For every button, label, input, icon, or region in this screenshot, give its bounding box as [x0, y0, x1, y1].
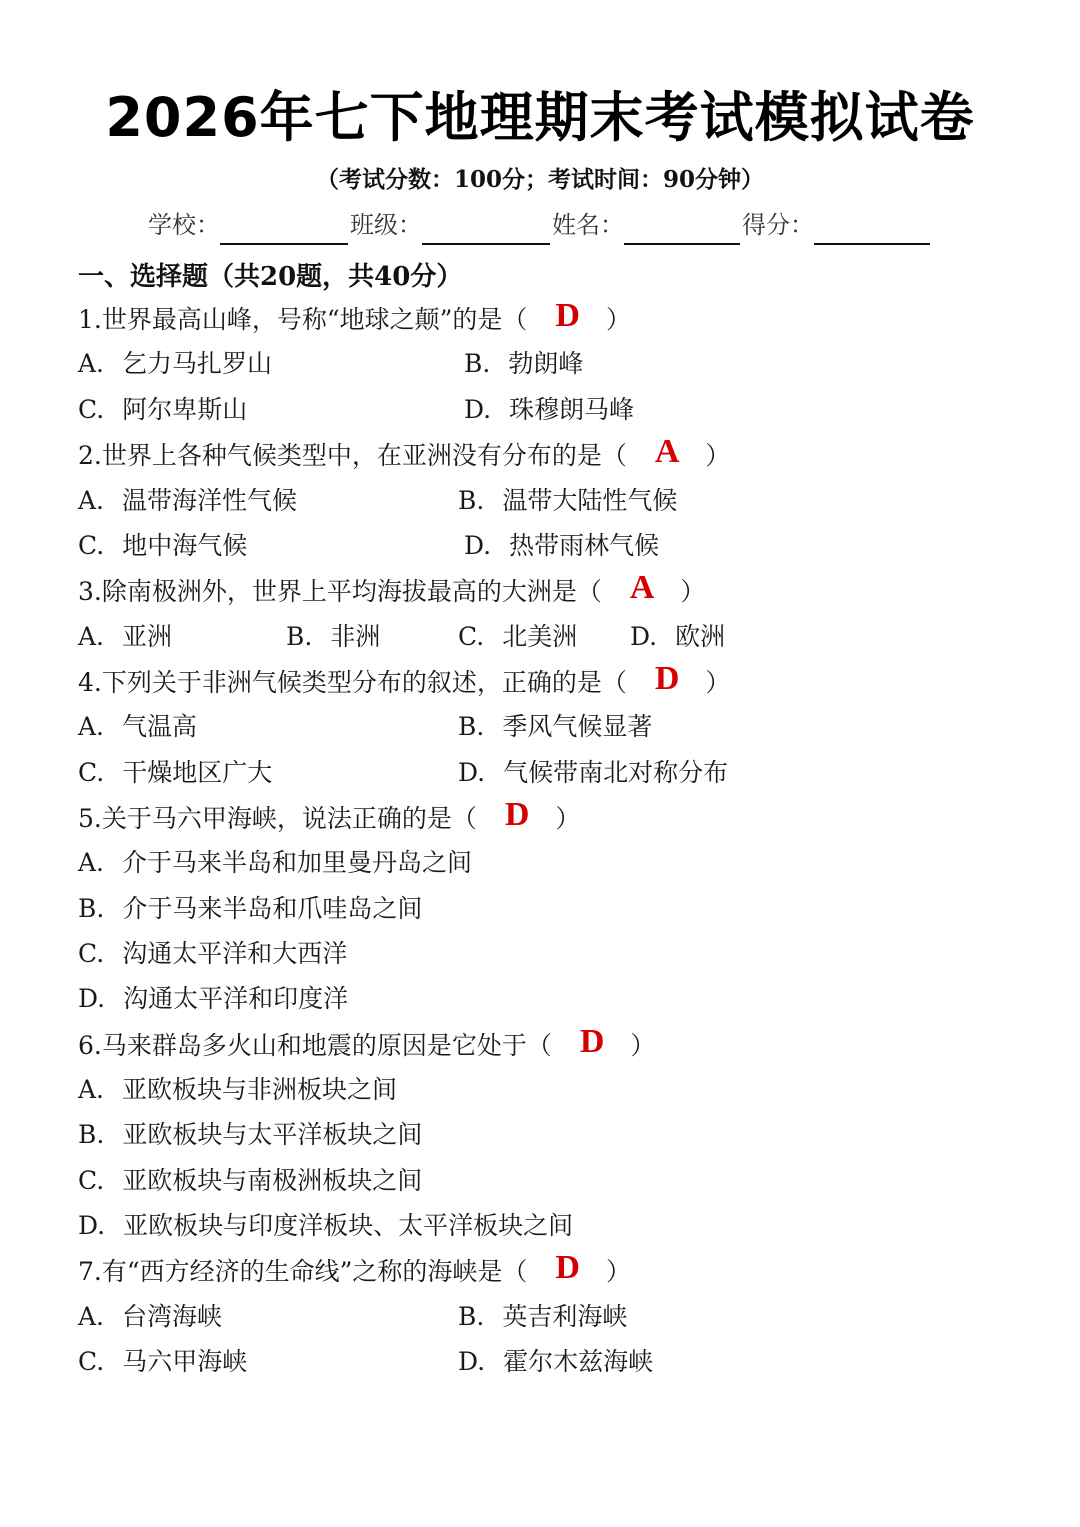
student-info-row: [148, 205, 948, 245]
question-7-stem: [78, 1251, 631, 1291]
option-b: [464, 344, 583, 384]
option-letter: D.: [458, 758, 486, 787]
answer-mark: A: [629, 569, 655, 606]
answer-mark: D: [555, 1249, 580, 1286]
question-1-stem: [78, 299, 631, 339]
option-c: [78, 934, 347, 974]
option-d: [78, 979, 348, 1019]
question-stem-text: 1.世界最高山峰，号称“地球之颠”的是（: [78, 305, 528, 334]
option-text: 地中海气候: [122, 531, 248, 560]
option-a: [78, 843, 472, 883]
option-text: 乞力马扎罗山: [122, 349, 273, 378]
question-stem-text: 3.除南极洲外，世界上平均海拔最高的大洲是（: [78, 577, 602, 606]
option-c: [78, 753, 272, 793]
stem-close: ）: [630, 1031, 656, 1060]
option-d: [464, 390, 634, 430]
option-a: [78, 1297, 222, 1337]
question-stem-text: 7.有“西方经济的生命线”之称的海峡是（: [78, 1257, 528, 1286]
option-text: 干燥地区广大: [122, 758, 273, 787]
question-6-stem: [78, 1025, 655, 1065]
option-letter: B.: [464, 349, 491, 378]
school-blank: [220, 213, 348, 245]
option-letter: B.: [78, 894, 105, 923]
option-letter: A.: [78, 486, 105, 515]
option-letter: C.: [78, 1166, 105, 1195]
class-label: 班级：: [350, 211, 422, 239]
question-2-stem: [78, 435, 730, 475]
question-stem-text: 4.下列关于非洲气候类型分布的叙述，正确的是（: [78, 668, 627, 697]
option-text: 亚欧板块与印度洋板块、太平洋板块之间: [123, 1211, 574, 1240]
option-letter: A.: [78, 1075, 105, 1104]
option-text: 温带海洋性气候: [122, 486, 298, 515]
option-text: 阿尔卑斯山: [122, 395, 248, 424]
option-letter: D.: [464, 395, 492, 424]
option-text: 勃朗峰: [508, 349, 584, 378]
option-c: [78, 1342, 247, 1382]
school-label: 学校：: [148, 211, 220, 239]
option-letter: C.: [78, 531, 105, 560]
option-text: 英吉利海峡: [502, 1302, 628, 1331]
option-b: [458, 1297, 627, 1337]
name-blank: [624, 213, 740, 245]
answer-mark: D: [555, 297, 580, 334]
option-text: 季风气候显著: [502, 712, 653, 741]
option-letter: B.: [286, 622, 313, 651]
option-d: [464, 526, 659, 566]
option-letter: D.: [78, 984, 106, 1013]
answer-mark: D: [504, 796, 530, 833]
stem-close: ）: [605, 1257, 631, 1286]
option-text: 珠穆朗马峰: [509, 395, 635, 424]
option-text: 非洲: [330, 622, 381, 651]
option-c: [458, 617, 577, 657]
option-c: [78, 526, 247, 566]
stem-close: ）: [605, 305, 631, 334]
question-stem-text: 5.关于马六甲海峡，说法正确的是（: [78, 804, 477, 833]
option-text: 沟通太平洋和印度洋: [123, 984, 349, 1013]
option-c: [78, 390, 247, 430]
option-letter: C.: [78, 1347, 105, 1376]
name-field: [552, 205, 742, 245]
class-blank: [422, 213, 550, 245]
stem-close: ）: [680, 577, 706, 606]
option-letter: C.: [78, 758, 105, 787]
class-field: [350, 205, 552, 245]
option-letter: A.: [78, 622, 105, 651]
option-a: [78, 481, 297, 521]
option-b: [78, 889, 422, 929]
option-letter: D.: [458, 1347, 486, 1376]
question-4-stem: [78, 662, 730, 702]
option-letter: B.: [458, 712, 485, 741]
section-header: 一、选择题（共20题，共40分）: [78, 262, 463, 292]
option-a: [78, 1070, 397, 1110]
option-text: 台湾海峡: [122, 1302, 223, 1331]
option-text: 沟通太平洋和大西洋: [122, 939, 348, 968]
option-a: [78, 707, 197, 747]
option-letter: A.: [78, 1302, 105, 1331]
option-text: 北美洲: [502, 622, 578, 651]
option-text: 亚欧板块与南极洲板块之间: [122, 1166, 423, 1195]
option-text: 温带大陆性气候: [502, 486, 678, 515]
question-5-stem: [78, 798, 580, 838]
option-letter: C.: [78, 395, 105, 424]
question-stem-text: 2.世界上各种气候类型中，在亚洲没有分布的是（: [78, 441, 627, 470]
option-c: [78, 1161, 422, 1201]
option-d: [458, 753, 728, 793]
option-letter: B.: [458, 486, 485, 515]
option-letter: A.: [78, 712, 105, 741]
option-text: 欧洲: [675, 622, 726, 651]
exam-title: 2026年七下地理期末考试模拟试卷: [105, 86, 975, 149]
option-b: [458, 481, 677, 521]
option-text: 热带雨林气候: [509, 531, 660, 560]
option-text: 霍尔木兹海峡: [503, 1347, 654, 1376]
option-a: [78, 344, 272, 384]
option-text: 气候带南北对称分布: [503, 758, 729, 787]
option-b: [286, 617, 380, 657]
option-letter: B.: [458, 1302, 485, 1331]
option-letter: A.: [78, 349, 105, 378]
option-text: 介于马来半岛和爪哇岛之间: [122, 894, 423, 923]
answer-mark: A: [654, 433, 680, 470]
option-d: [458, 1342, 653, 1382]
option-text: 亚欧板块与太平洋板块之间: [122, 1120, 423, 1149]
option-letter: B.: [78, 1120, 105, 1149]
option-text: 马六甲海峡: [122, 1347, 248, 1376]
answer-mark: D: [579, 1023, 605, 1060]
answer-mark: D: [654, 660, 680, 697]
option-b: [458, 707, 652, 747]
stem-close: ）: [705, 668, 731, 697]
option-letter: C.: [458, 622, 485, 651]
option-d: [630, 617, 725, 657]
question-stem-text: 6.马来群岛多火山和地震的原因是它处于（: [78, 1031, 552, 1060]
question-3-stem: [78, 571, 705, 611]
exam-subtitle: （考试分数：100分；考试时间：90分钟）: [315, 166, 765, 193]
option-letter: D.: [78, 1211, 106, 1240]
option-text: 亚洲: [122, 622, 173, 651]
option-letter: D.: [630, 622, 658, 651]
name-label: 姓名：: [552, 211, 624, 239]
option-text: 介于马来半岛和加里曼丹岛之间: [122, 848, 473, 877]
option-text: 亚欧板块与非洲板块之间: [122, 1075, 398, 1104]
option-b: [78, 1115, 422, 1155]
option-text: 气温高: [122, 712, 198, 741]
option-letter: A.: [78, 848, 105, 877]
score-label: 得分：: [742, 211, 814, 239]
option-letter: C.: [78, 939, 105, 968]
score-field: [742, 205, 932, 245]
score-blank: [814, 213, 930, 245]
school-field: [148, 205, 350, 245]
option-letter: D.: [464, 531, 492, 560]
stem-close: ）: [555, 804, 581, 833]
option-a: [78, 617, 172, 657]
option-d: [78, 1206, 573, 1246]
stem-close: ）: [705, 441, 731, 470]
